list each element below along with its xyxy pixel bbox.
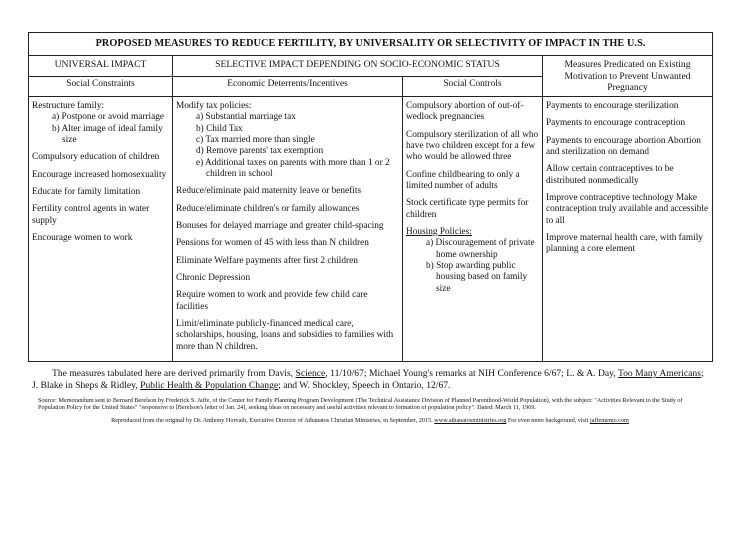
reproduction-credit bbox=[28, 417, 712, 424]
list-item: Chronic Depression bbox=[176, 273, 251, 284]
list-item: a) Postpone or avoid marriage bbox=[52, 112, 165, 123]
list-item: Payments to encourage abortion Abortion and sterilization on demand bbox=[546, 135, 701, 158]
list-item: a) Substantial marriage tax bbox=[196, 112, 296, 123]
subheader-social-constraints: Social Constraints bbox=[29, 77, 173, 97]
credit-text: Reproduced from the original by Dr. Anthony Horvath, Executive Director of Athanatos Christian Ministries, in September, 2015. bbox=[111, 417, 433, 425]
list-item: Encourage increased homosexuality bbox=[32, 169, 167, 180]
subheader-social-controls: Social Controls bbox=[403, 77, 543, 97]
list-item: b) Child Tax bbox=[196, 123, 243, 134]
restructure-family-item bbox=[32, 101, 169, 146]
note-citation: Too Many Americans bbox=[617, 368, 701, 380]
list-item: Confine childbearing to only a limited number of adults bbox=[406, 169, 520, 192]
tax-label: Modify tax policies: bbox=[176, 101, 252, 112]
list-item: Bonuses for delayed marriage and greater child-spacing bbox=[176, 221, 384, 232]
category-universal: UNIVERSAL IMPACT bbox=[29, 56, 173, 77]
column-social-constraints bbox=[29, 97, 173, 362]
list-item: b) Alter image of ideal family size bbox=[52, 123, 163, 146]
category-selective: SELECTIVE IMPACT DEPENDING ON SOCIO-ECONOMIC STATUS bbox=[173, 56, 543, 77]
fertility-measures-table bbox=[28, 32, 713, 362]
list-item: Payments to encourage sterilization bbox=[546, 101, 679, 112]
jaffememo-link[interactable]: jaffememo.com bbox=[589, 417, 629, 425]
list-item: Pensions for women of 45 with less than N children bbox=[176, 238, 369, 249]
column-economic bbox=[173, 97, 403, 362]
list-item: Improve maternal health care, with family planning a core element bbox=[546, 233, 703, 255]
table-title: PROPOSED MEASURES TO REDUCE FERTILITY, BY UNIVERSALITY OR SELECTIVITY OF IMPACT IN THE U.S. bbox=[29, 33, 713, 56]
credit-text: For even more background, visit bbox=[506, 417, 590, 425]
note-text: The measures tabulated here are derived primarily from Davis, bbox=[52, 368, 296, 380]
restructure-label: Restructure family: bbox=[32, 101, 105, 112]
list-item: Allow certain contraceptives to be distributed nonmedically bbox=[546, 164, 674, 186]
list-item: e) Additional taxes on parents with more than 1 or 2 children in school bbox=[196, 157, 390, 180]
list-item: Reduce/eliminate children's or family allowances bbox=[176, 203, 360, 214]
housing-label: Housing Policies: bbox=[406, 227, 472, 238]
list-item: Fertility control agents in water supply bbox=[32, 204, 150, 226]
tax-policies-item bbox=[176, 101, 399, 180]
note-text: ; J. Blake in Sheps & Ridley, bbox=[32, 368, 704, 391]
note-text: , 11/10/67; Michael Young's remarks at NIH Conference 6/67; L. & A. Day, bbox=[325, 368, 618, 380]
list-item: Reduce/eliminate paid maternity leave or benefits bbox=[176, 186, 362, 197]
list-item: Compulsory abortion of out-of-wedlock pregnancies bbox=[406, 101, 524, 123]
document bbox=[28, 32, 712, 424]
list-item: Compulsory education of children bbox=[32, 152, 160, 163]
list-item: b) Stop awarding public housing based on family size bbox=[426, 261, 528, 294]
note-text: ; and W. Shockley, Speech in Ontario, 12/67. bbox=[278, 379, 451, 391]
housing-policies-item bbox=[406, 227, 539, 295]
list-item: Require women to work and provide few child care facilities bbox=[176, 290, 368, 312]
column-social-controls bbox=[403, 97, 543, 362]
list-item: Stock certificate type permits for children bbox=[406, 198, 529, 220]
subheader-economic: Economic Deterrents/Incentives bbox=[173, 77, 403, 97]
list-item: Limit/eliminate publicly-financed medical care, scholarships, housing, loans and subsidies to families with more than N children. bbox=[176, 319, 394, 352]
list-item: a) Discouragement of private home ownership bbox=[426, 238, 535, 260]
list-item: c) Tax married more than single bbox=[196, 135, 315, 146]
note-citation: Public Health & Population Change bbox=[140, 379, 279, 391]
athanatos-link[interactable]: www.athanatosministries.org bbox=[434, 417, 507, 425]
category-predicated: Measures Predicated on Existing Motivation to Prevent Unwanted Pregnancy bbox=[543, 56, 713, 97]
column-predicated bbox=[543, 97, 713, 362]
list-item: Eliminate Welfare payments after first 2 children bbox=[176, 255, 358, 266]
list-item: Payments to encourage contraception bbox=[546, 118, 686, 129]
list-item: Educate for family limitation bbox=[32, 187, 141, 198]
list-item: d) Remove parents' tax exemption bbox=[196, 146, 324, 157]
note-citation: Science bbox=[295, 368, 326, 380]
source-citation: Source: Memorandum sent to Bernard Berelson by Frederick S. Jaffe, of the Center for Family Planning Program Development (The Technical Assistance Division of Planned Parenthood-World Population), with the subject: "Activities Relevant to the Study of Population Policy for the United States" "responsive to [Berelson's letter of Jan. 24], seeking ideas on necessary and useful activities relevant to formation of population policy". Dated: March 11, 1969. bbox=[38, 397, 683, 412]
list-item: Improve contraceptive technology Make contraception truly available and accessible to all bbox=[546, 193, 709, 226]
list-item: Encourage women to work bbox=[32, 233, 133, 244]
list-item: Compulsory sterilization of all who have two children except for a few who would be allowed three bbox=[406, 129, 539, 163]
sources-note bbox=[28, 368, 712, 391]
